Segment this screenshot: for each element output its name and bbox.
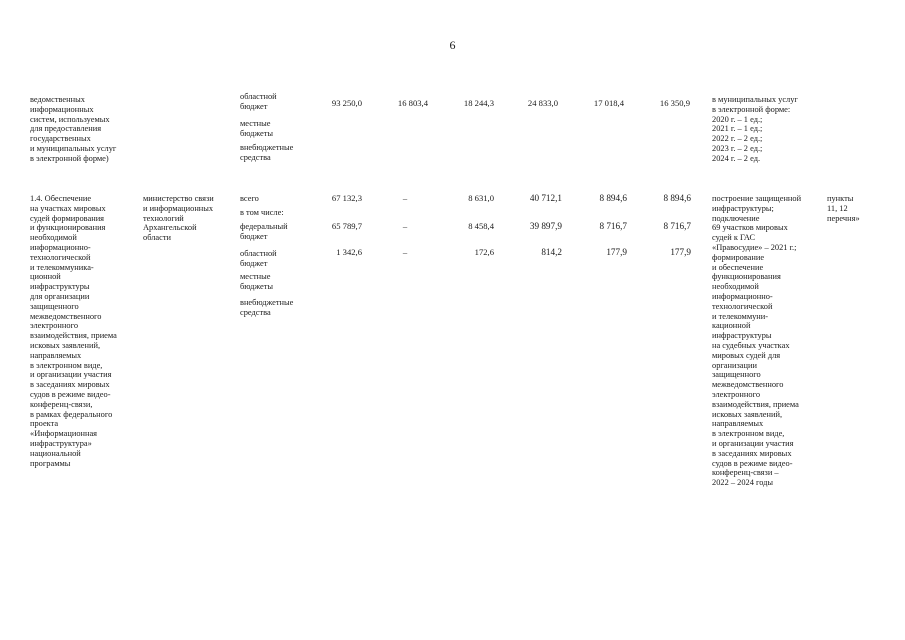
- regional-value: 177,9: [606, 247, 627, 257]
- total-value: 40 712,1: [529, 193, 562, 203]
- top-result: в муниципальных услуг в электронной форме: 2020 г. – 1 ед.; 2021 г. – 1 ед.; 2022 г. – 2 ед.; 2023 г. – 2 ед.; 2024 г. – 2 ед.: [712, 95, 798, 163]
- regional-value: –: [402, 247, 408, 257]
- page-number: 6: [449, 38, 456, 52]
- total-value: 8 631,0: [468, 193, 494, 203]
- federal-value: 8 716,7: [663, 221, 691, 231]
- label-extra: внебюджетные средства: [240, 298, 294, 317]
- federal-value: 65 789,7: [331, 221, 362, 231]
- top-label-local: местные бюджеты: [240, 119, 274, 138]
- label-regional: областной бюджет: [240, 249, 277, 268]
- top-label-extra: внебюджетные средства: [240, 143, 294, 162]
- regional-value: 814,2: [541, 247, 562, 257]
- top-label-regional: областной бюджет: [240, 92, 277, 111]
- item-1-4-link: пункты 11, 12 перечня»: [827, 194, 860, 223]
- regional-value: 1 342,6: [336, 247, 362, 257]
- item-1-4-executor: министерство связи и информационных технологий Архангельской области: [143, 194, 214, 243]
- total-value: 8 894,6: [599, 193, 627, 203]
- top-regional-value: 18 244,3: [463, 98, 494, 108]
- top-description: ведомственных информационных систем, используемых для предоставления государственных и муниципальных услуг в электронной форме): [30, 95, 117, 163]
- federal-value: 39 897,9: [529, 221, 562, 231]
- label-local: местные бюджеты: [240, 272, 274, 291]
- top-regional-value: 16 350,9: [659, 98, 690, 108]
- top-regional-value: 24 833,0: [527, 98, 558, 108]
- item-1-4-result: построение защищенной инфраструктуры; подключение 69 участков мировых судей к ГАС «Правосудие» – 2021 г.; формирование и обеспечение функционирования необходимой информационно- технологической и телекоммуни- кационной инфраструктуры на судебных участках мировых судей для организации защищенного межведомственного электронного взаимодействия, приема исковых заявлений, направляемых в электронном виде, и организации участия в заседаниях мировых судов в режиме видео- конференц-связи – 2022 – 2024 годы: [712, 194, 802, 488]
- top-regional-value: 16 803,4: [397, 98, 428, 108]
- item-1-4-description: 1.4. Обеспечение на участках мировых судей формирования и функционирования необходимой информационно- технологической и телекоммуника- ционной инфраструктуры для организации защищенного межведомственного электронного взаимодействия, приема исковых заявлений, направляемых в электронном виде, и организации участия в заседаниях мировых судов в режиме видео- конференц-связи, в рамках федерального проекта «Информационная инфраструктура» национальной программы: [30, 194, 117, 468]
- top-regional-value: 17 018,4: [593, 98, 624, 108]
- label-total: всего: [240, 194, 259, 203]
- label-including: в том числе:: [240, 208, 284, 217]
- federal-value: 8 716,7: [599, 221, 627, 231]
- regional-value: 177,9: [670, 247, 691, 257]
- top-regional-value: 93 250,0: [331, 98, 362, 108]
- total-value: 8 894,6: [663, 193, 691, 203]
- total-value: 67 132,3: [331, 193, 362, 203]
- federal-value: –: [402, 221, 408, 231]
- federal-value: 8 458,4: [468, 221, 494, 231]
- total-value: –: [402, 193, 408, 203]
- label-federal: федеральный бюджет: [240, 222, 288, 241]
- regional-value: 172,6: [474, 247, 494, 257]
